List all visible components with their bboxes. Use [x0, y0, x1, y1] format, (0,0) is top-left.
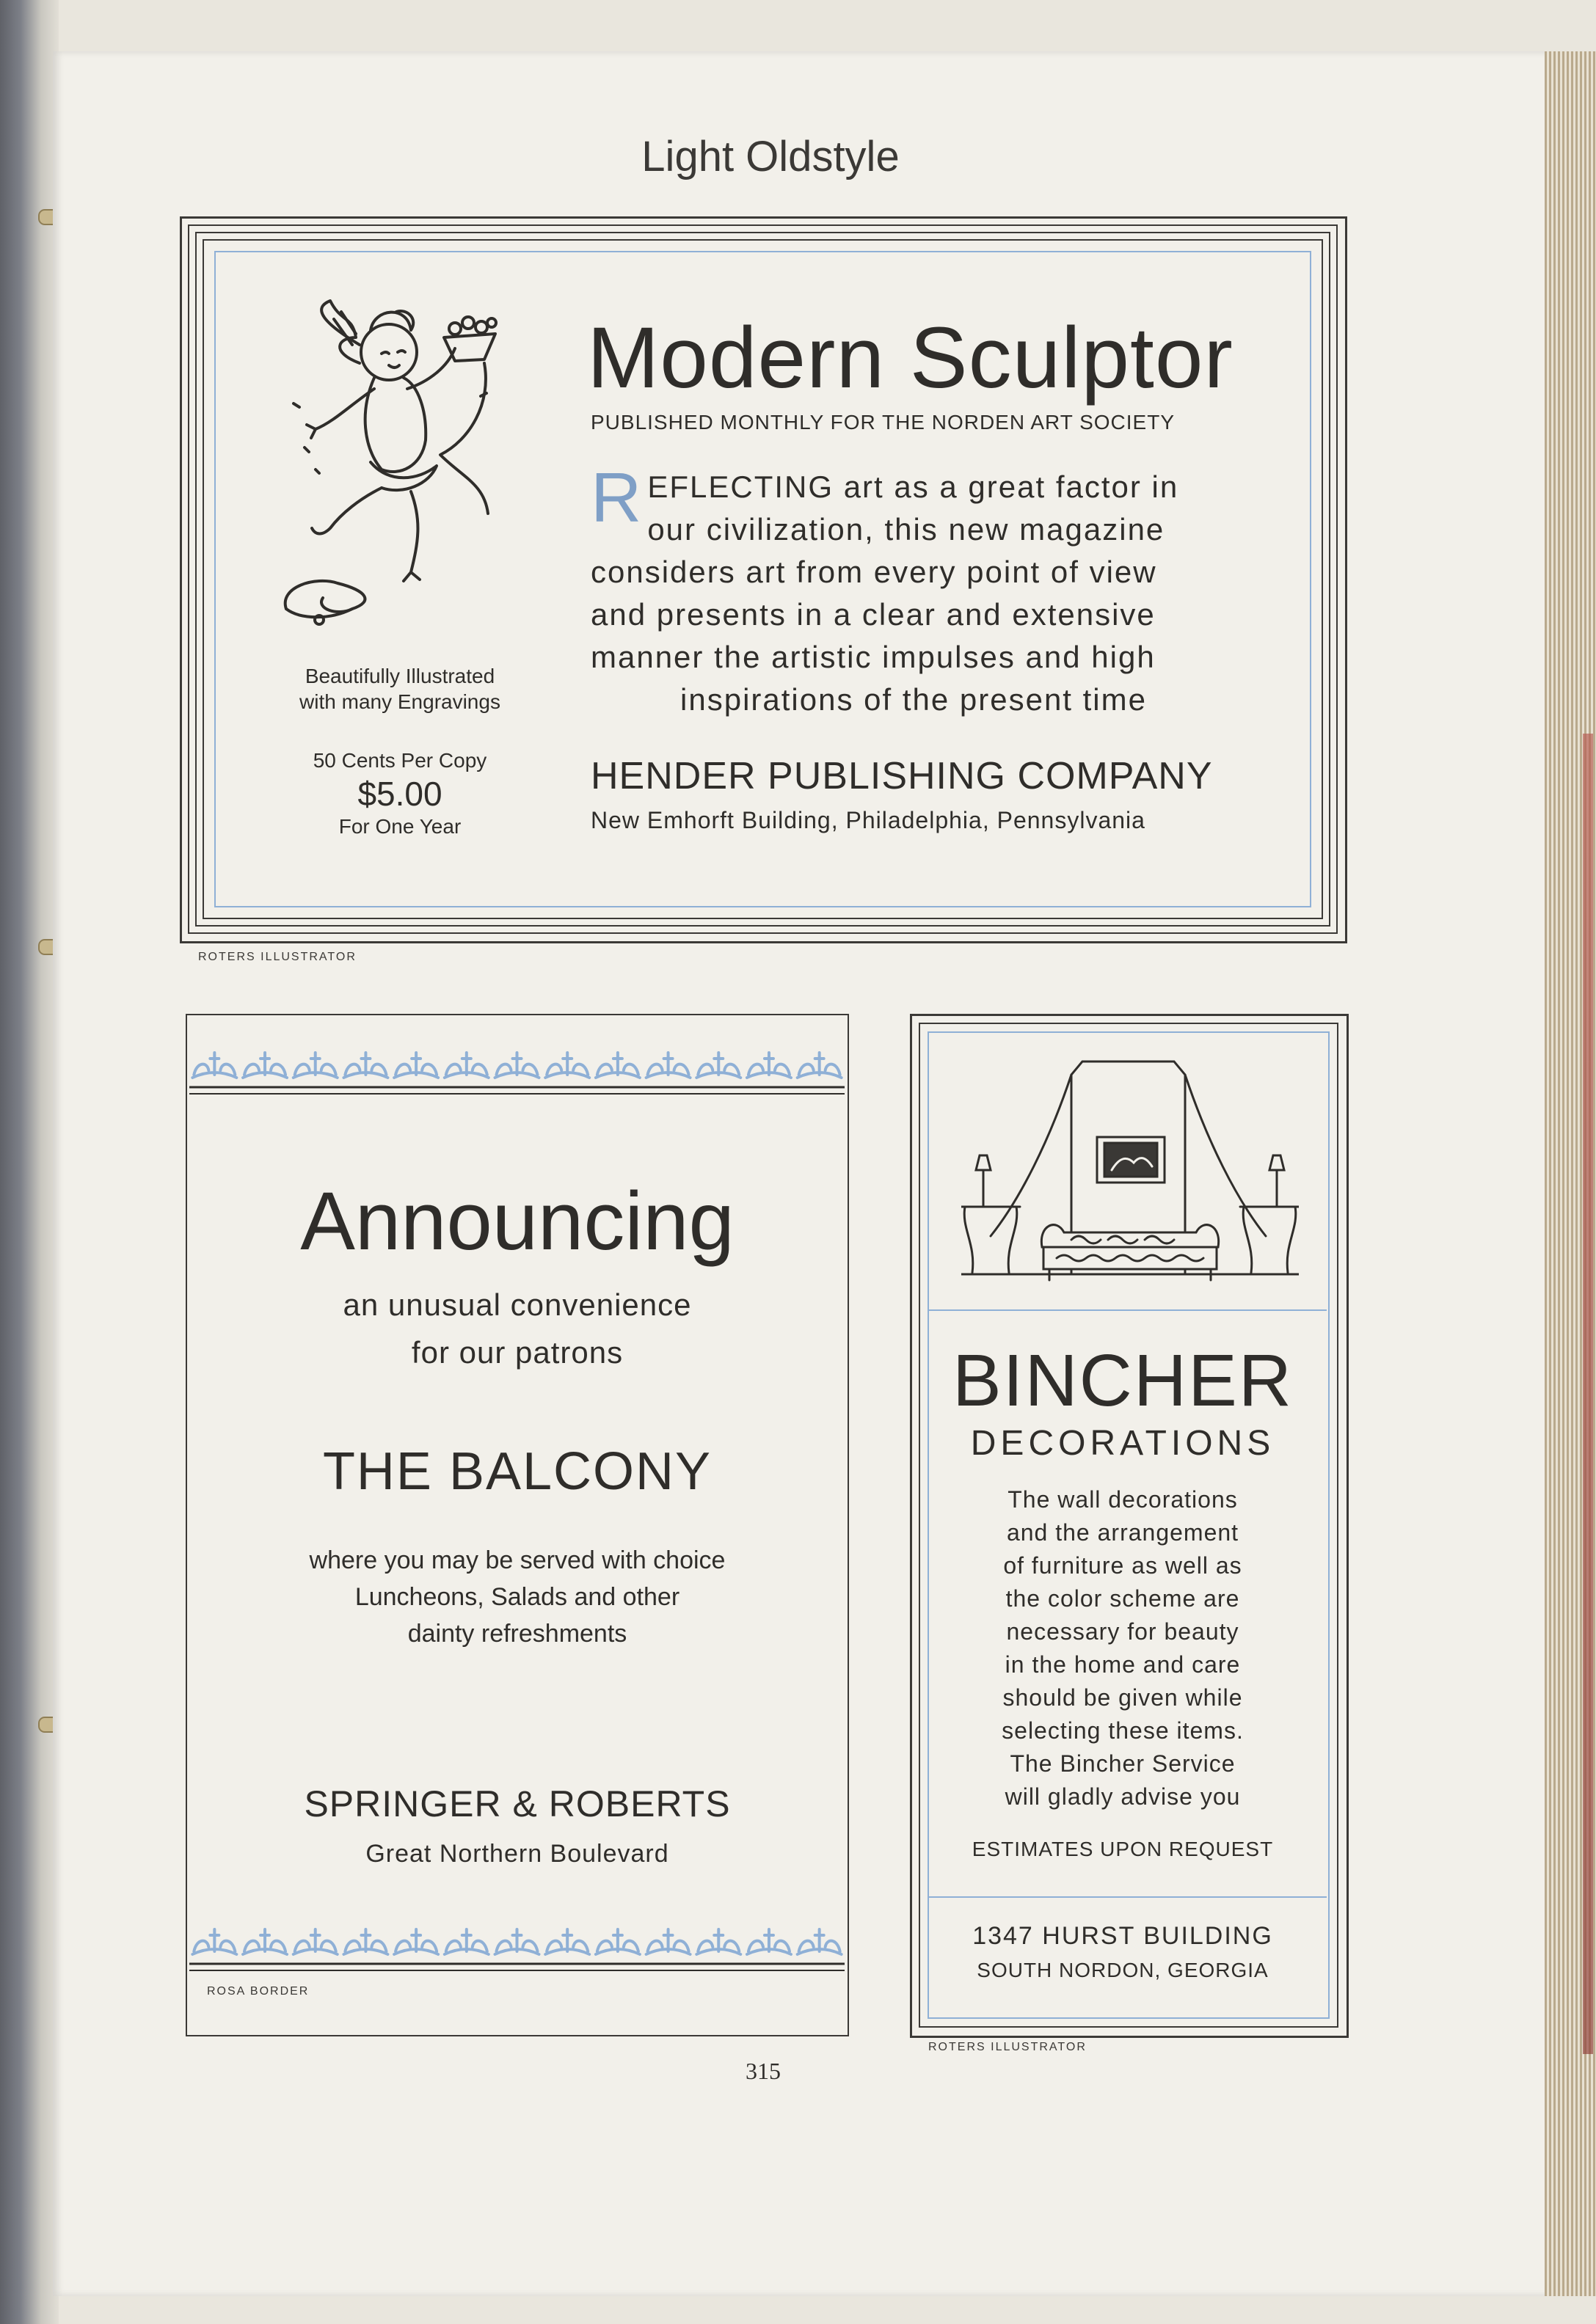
ornament-motif — [243, 1053, 287, 1078]
living-room-icon — [961, 1053, 1299, 1287]
ornament-motif — [696, 1053, 740, 1078]
body-line: and presents in a clear and extensive — [591, 597, 1156, 632]
engravings-line: with many Engravings — [299, 690, 500, 713]
cherub-icon — [272, 293, 543, 631]
body-line: considers art from every point of view — [591, 555, 1157, 589]
ornament-motif — [343, 1929, 387, 1954]
description-line: and the arrangement — [1006, 1519, 1239, 1546]
ornament-border-icon — [189, 1922, 845, 1973]
firm-name: SPRINGER & ROBERTS — [304, 1783, 731, 1824]
venue-description: where you may be served with choice — [309, 1546, 726, 1574]
description-line: The Bincher Service — [1010, 1750, 1236, 1777]
ornament-motif — [696, 1929, 740, 1954]
announcing-subline: for our patrons — [411, 1335, 624, 1370]
ornament-motif — [294, 1053, 338, 1078]
company-subtitle: DECORATIONS — [970, 1424, 1275, 1463]
announcing-subline: an unusual convenience — [343, 1287, 692, 1322]
illustrator-credit: ROTERS ILLUSTRATOR — [198, 951, 357, 963]
ad-body — [591, 458, 1236, 721]
drop-cap: R — [591, 458, 644, 537]
description-line: of furniture as well as — [1003, 1552, 1242, 1579]
ornament-motif — [545, 1929, 589, 1954]
yearly-price: $5.00 — [357, 775, 442, 813]
divider — [929, 1896, 1327, 1898]
venue-description: dainty refreshments — [407, 1620, 627, 1648]
ornament-motif — [747, 1929, 791, 1954]
company-description — [954, 1483, 1291, 1813]
firm-street: Great Northern Boulevard — [365, 1840, 669, 1868]
per-year-label: For One Year — [338, 815, 462, 838]
ornament-motif — [243, 1929, 287, 1954]
ornament-motif — [747, 1053, 791, 1078]
ornament-motif — [445, 1929, 489, 1954]
illustrated-line: Beautifully Illustrated — [305, 665, 495, 687]
page-edge-red — [1583, 734, 1593, 2054]
illustrator-credit: ROTERS ILLUSTRATOR — [928, 2041, 1087, 2053]
per-copy-price: 50 Cents Per Copy — [313, 749, 487, 772]
description-line: should be given while — [1002, 1684, 1243, 1711]
ornament-motif — [798, 1929, 842, 1954]
ornament-motif — [596, 1053, 640, 1078]
ornament-motif — [394, 1929, 438, 1954]
body-line: EFLECTING art as a great factor in — [647, 469, 1179, 504]
address-line: 1347 HURST BUILDING — [972, 1922, 1273, 1950]
ornament-motif — [646, 1929, 690, 1954]
ornament-motif — [495, 1929, 539, 1954]
body-line: manner the artistic impulses and high — [591, 640, 1156, 674]
address-line: SOUTH NORDON, GEORGIA — [977, 1959, 1269, 1981]
ornament-motif — [192, 1053, 236, 1078]
ornament-motif — [495, 1053, 539, 1078]
publisher-name: HENDER PUBLISHING COMPANY — [591, 755, 1213, 797]
publisher-address: New Emhorft Building, Philadelphia, Pennsylvania — [591, 807, 1145, 833]
estimates-note: ESTIMATES UPON REQUEST — [972, 1838, 1274, 1860]
ornament-motif — [545, 1053, 589, 1078]
ad-subtitle: PUBLISHED MONTHLY FOR THE NORDEN ART SOCIETY — [591, 411, 1175, 434]
description-line: in the home and care — [1005, 1651, 1241, 1678]
ornament-motif — [394, 1053, 438, 1078]
book-spine — [0, 0, 59, 2324]
description-line: the color scheme are — [1005, 1585, 1240, 1612]
page-title: Light Oldstyle — [641, 133, 900, 180]
ad-title: Modern Sculptor — [587, 310, 1234, 406]
announcing-title: Announcing — [300, 1175, 735, 1267]
ornament-motif — [192, 1929, 236, 1954]
company-name: BINCHER — [952, 1340, 1294, 1422]
ornament-motif — [343, 1053, 387, 1078]
ornament-motif — [646, 1053, 690, 1078]
body-line: inspirations of the present time — [680, 682, 1147, 717]
ornament-motif — [596, 1929, 640, 1954]
description-line: The wall decorations — [1007, 1486, 1238, 1513]
description-line: necessary for beauty — [1006, 1618, 1239, 1645]
body-line: our civilization, this new magazine — [647, 512, 1165, 547]
border-credit: ROSA BORDER — [207, 1985, 310, 1998]
ornament-motif — [798, 1053, 842, 1078]
ornament-border-icon — [189, 1045, 845, 1097]
venue-name: THE BALCONY — [322, 1442, 713, 1501]
page-number: 315 — [746, 2058, 781, 2084]
description-line: will gladly advise you — [1005, 1783, 1241, 1810]
venue-description: Luncheons, Salads and other — [354, 1583, 680, 1611]
ad-frame — [186, 1014, 849, 2036]
ornament-motif — [294, 1929, 338, 1954]
ornament-motif — [445, 1053, 489, 1078]
description-line: selecting these items. — [1002, 1717, 1244, 1744]
divider — [929, 1309, 1327, 1311]
